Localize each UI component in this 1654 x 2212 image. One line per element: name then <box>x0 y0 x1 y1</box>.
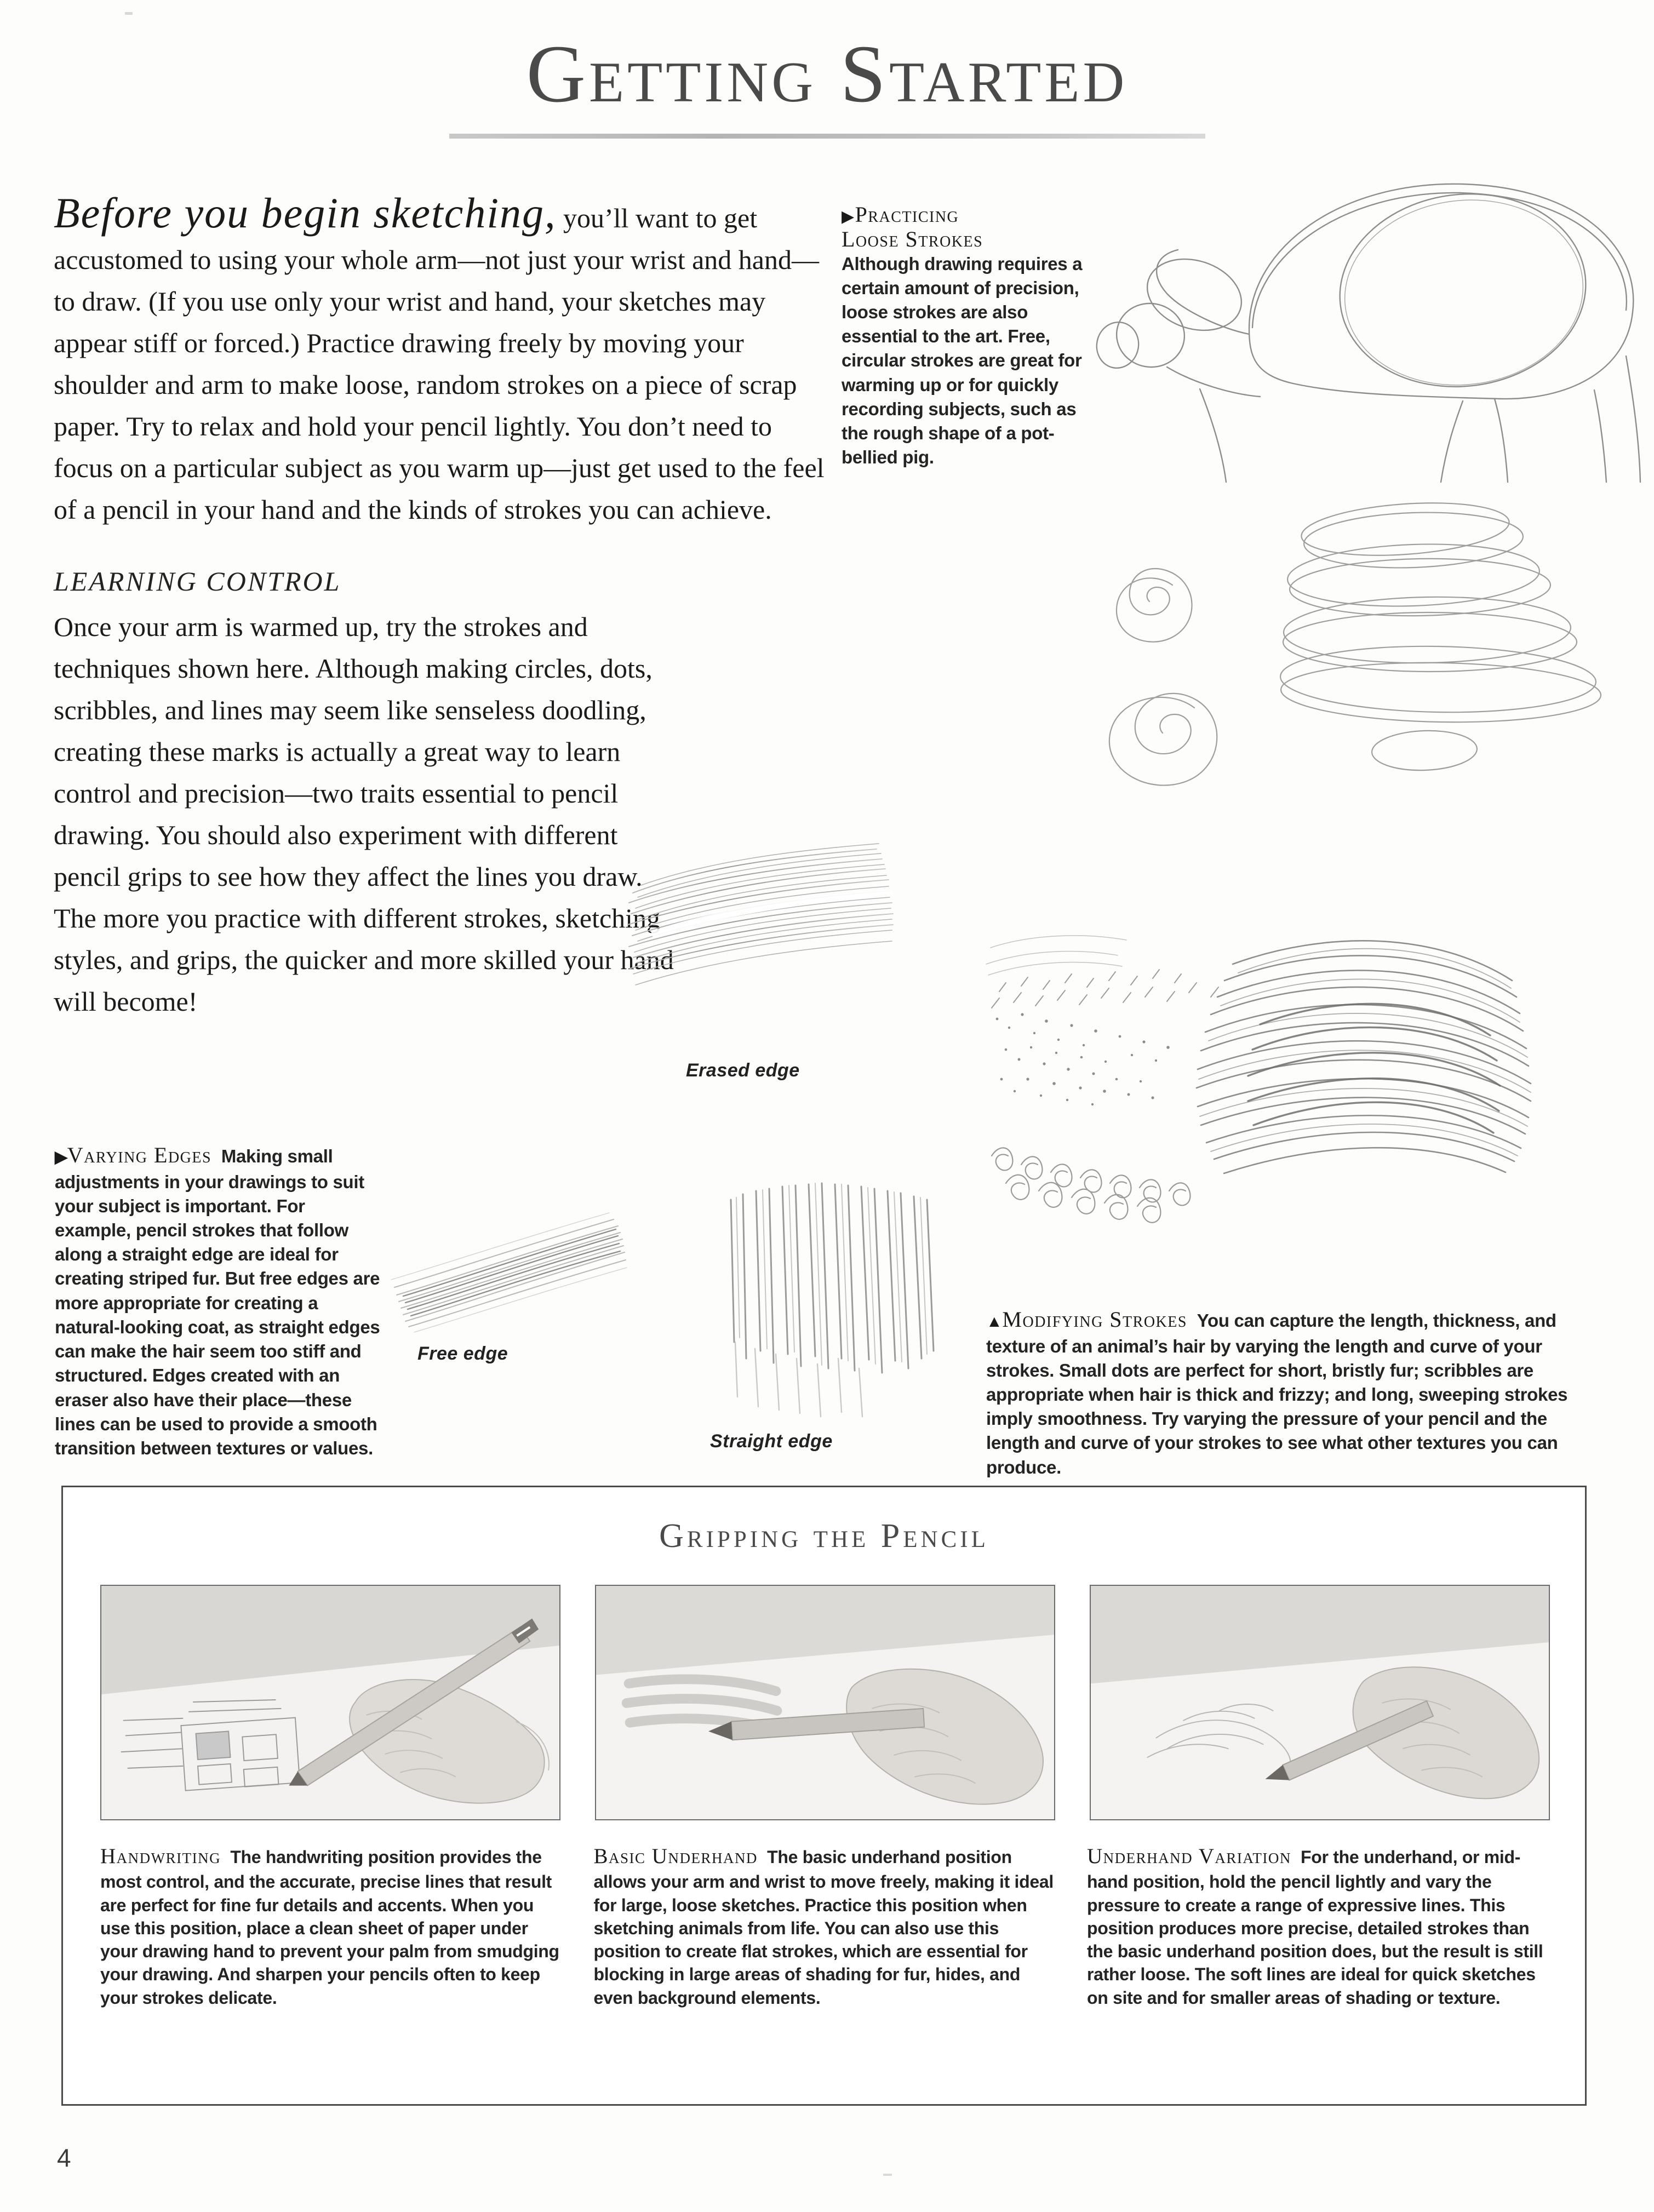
label-erased-edge: Erased edge <box>686 1060 800 1081</box>
page-title: Getting Started <box>526 28 1128 119</box>
caption-varying-edges <box>55 1141 384 1460</box>
straight-edge-illustration <box>712 1178 964 1430</box>
caption-practicing-loose-strokes <box>842 203 1083 470</box>
title-divider <box>449 134 1205 139</box>
lede-text: Before you begin sketching, <box>54 189 557 237</box>
grip-caption-body: The basic underhand position allows your arm and wrist to move freely, making it ideal for large, loose sketches. Practice this position when sketching animals from life. You can also use this position to create flat strokes, which are essential for blocking in large areas of shading for fur, hides, and even background elements. <box>593 1847 1054 2008</box>
fur-texture-illustration <box>975 898 1589 1282</box>
grip-panel-title: Gripping the Pencil <box>659 1517 989 1555</box>
grip-caption-underhand-variation <box>1087 1842 1550 2009</box>
scan-speck <box>883 2174 892 2176</box>
page-header <box>0 28 1654 139</box>
grip-caption-body: For the underhand, or mid-hand position, hold the pencil lightly and vary the pressure to create a range of expressive lines. This position produces more precise, detailed strokes than the basic underhand position does, but the result is still rather loose. The soft lines are ideal for quick sketches on site and for smaller areas of shading or texture. <box>1087 1847 1543 2008</box>
caption-modifying-strokes <box>986 1305 1594 1480</box>
photo-underhand-variation-grip <box>1090 1585 1550 1820</box>
triangle-right-icon: ▶ <box>842 208 855 226</box>
photo-basic-underhand-grip <box>595 1585 1055 1820</box>
grip-caption-heading: Handwriting <box>100 1844 221 1868</box>
grip-photo-row <box>100 1585 1550 1820</box>
grip-caption-row <box>100 1842 1550 2009</box>
photo-handwriting-grip <box>100 1585 560 1820</box>
caption-head-line1: Practicing <box>855 202 959 227</box>
grip-caption-handwriting <box>100 1842 563 2009</box>
caption-body: Although drawing requires a certain amount of precision, loose strokes are also essential to the art. Free, circular strokes are great for warming up or for quickly recording subjects, such as the rough shape of a pot-bellied pig. <box>842 253 1083 468</box>
scan-speck <box>125 12 133 15</box>
triangle-right-icon: ▶ <box>55 1148 67 1166</box>
caption-heading: Varying Edges <box>67 1143 212 1167</box>
grip-caption-body: The handwriting position provides the most control, and the accurate, precise lines that result are perfect for fine fur details and accents. When you use this position, place a clean sheet of paper under your drawing hand to prevent your palm from smudging your drawing. And sharpen your pencils often to keep your strokes delicate. <box>100 1847 559 2008</box>
caption-head-line2: Loose Strokes <box>842 226 983 251</box>
erased-edge-illustration <box>619 833 926 1052</box>
page-number: 4 <box>57 2144 71 2172</box>
pig-rough-sketch-illustration <box>1085 164 1649 493</box>
grip-caption-heading: Underhand Variation <box>1087 1844 1291 1868</box>
label-straight-edge: Straight edge <box>710 1431 833 1452</box>
label-free-edge: Free edge <box>417 1343 508 1364</box>
grip-caption-basic-underhand <box>594 1842 1057 2009</box>
caption-body: Making small adjustments in your drawings to suit your subject is important. For example, pencil strokes that follow along a straight edge are ideal for creating striped fur. But free edges are more appropriate for creating a natural-looking coat, as straight edges can make the hair seem too stiff and structured. Edges created with an eraser also have their place—these lines can be used to provide a smooth transition between textures or values. <box>55 1146 380 1458</box>
grip-caption-heading: Basic Underhand <box>593 1844 758 1868</box>
loose-circular-strokes-illustration <box>1085 493 1649 876</box>
caption-body: You can capture the length, thickness, and texture of an animal’s hair by varying the length and curve of your strokes. Small dots are perfect for short, bristly fur; scribbles are appropriate when hair is thick and frizzy; and long, sweeping strokes imply smoothness. Try varying the pressure of your pencil and the length and curve of your strokes to see what other textures you can produce. <box>986 1310 1568 1477</box>
learning-control-paragraph: Once your arm is warmed up, try the strokes and techniques shown here. Although making circles, dots, scribbles, and lines may seem like senseless doodling, creating these marks is actually a great way to learn control and precision—two traits essential to pencil drawing. You should also experiment with different pencil grips to see how they affect the lines you draw. The more you practice with different strokes, sketching styles, and grips, the quicker and more skilled your hand will become! <box>54 611 674 1017</box>
gripping-the-pencil-panel <box>61 1486 1587 2106</box>
intro-paragraph <box>54 189 837 530</box>
caption-heading: Modifying Strokes <box>1002 1307 1187 1332</box>
section-subhead: LEARNING CONTROL <box>54 566 341 597</box>
intro-body: you’ll want to get accustomed to using your whole arm—not just your wrist and hand—to draw. (If you use only your wrist and hand, your sketches may appear stiff or forced.) Practice drawing freely by moving your shoulder and arm to make loose, random strokes on a piece of scrap paper. Try to relax and hold your pencil lightly. You don’t need to focus on a particular subject as you warm up—just get used to the feel of a pencil in your hand and the kinds of strokes you can achieve. <box>54 203 825 525</box>
free-edge-illustration <box>384 1183 668 1348</box>
triangle-up-icon: ▲ <box>986 1313 1003 1331</box>
caption-heading <box>842 203 1083 227</box>
